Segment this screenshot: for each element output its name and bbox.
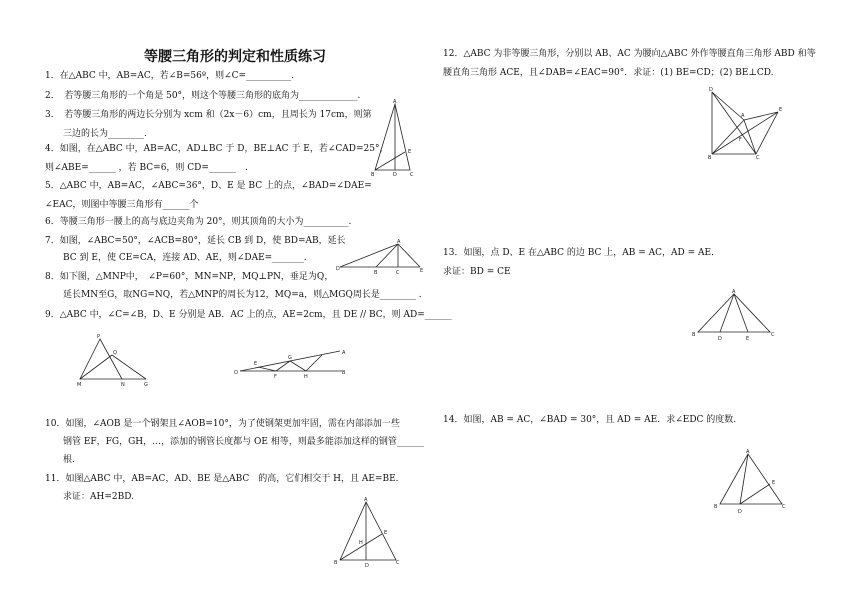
question-10: 10．如图，∠AOB 是一个钢架且∠AOB=10°，为了使钢架更加牢固，需在内部添加一些 钢管 EF，FG，GH，…，添加的钢管长度都与 OE 相等，则最多能添加这样的钢管______ 根. bbox=[45, 419, 424, 465]
label-N: N bbox=[121, 382, 125, 388]
label-H: H bbox=[359, 540, 363, 546]
label-B: B bbox=[714, 504, 718, 510]
figure-q4 bbox=[370, 100, 420, 180]
label-A: A bbox=[342, 350, 346, 356]
question-7: 7．如图，∠ABC=50°，∠ACB=80°，延长 CB 到 D，使 BD=AB，延长 BC 到 E，使 CE=CA，连接 AD、AE，则∠DAE=_______. bbox=[45, 236, 346, 263]
figure-q14 bbox=[712, 446, 792, 518]
question-4: 4．如图，在△ABC 中，AB=AC，AD⊥BC 于 D，BE⊥AC 于 E，若∠CAD=25°， 则∠ABE=______ ，若 BC=6，则 CD=______ . bbox=[45, 144, 389, 173]
question-12: 12．△ABC 为非等腰三角形，分别以 AB、AC 为腰向△ABC 外作等腰直角三角形 ABD 和等 腰直角三角形 ACE，且∠DAB=∠EAC=90°．求证：(1) BE=CD；(2) BE⊥CD. bbox=[443, 49, 816, 78]
label-A: A bbox=[393, 99, 397, 105]
question-8: 8．如下图，△MNP中， ∠P=60°，MN=NP，MQ⊥PN，垂足为Q， 延长MN至G，取NG=NQ，若△MNP的周长为12，MQ=a，则△MGQ周长是________ . bbox=[45, 272, 422, 300]
figure-q8 bbox=[74, 333, 156, 388]
label-D: D bbox=[365, 563, 369, 569]
label-B: B bbox=[692, 332, 696, 338]
label-C: C bbox=[782, 504, 786, 510]
label-G: G bbox=[144, 382, 148, 388]
label-B: B bbox=[371, 172, 375, 178]
label-D: D bbox=[336, 266, 340, 272]
label-A: A bbox=[746, 449, 750, 455]
label-E: E bbox=[254, 361, 258, 367]
label-F: F bbox=[274, 374, 277, 380]
label-E: E bbox=[408, 149, 412, 155]
label-A: A bbox=[732, 289, 736, 295]
question-6: 6．等腰三角形一腰上的高与底边夹角为 20°，则其顶角的大小为__________. bbox=[45, 217, 352, 227]
figure-q12 bbox=[706, 86, 786, 162]
question-11: 11．如图△ABC 中，AB=AC，AD、BE 是△ABC 的高，它们相交于 H，且 AE=BE. 求证：AH=2BD. bbox=[45, 474, 399, 502]
figure-q7 bbox=[336, 238, 426, 278]
question-3: 3． 若等腰三角形的两边长分别为 xcm 和（2x－6）cm，且周长为 17cm，则第 三边的长为________. bbox=[45, 110, 372, 139]
label-C: C bbox=[771, 332, 775, 338]
label-H: H bbox=[304, 374, 308, 380]
label-B: B bbox=[342, 370, 346, 376]
figure-q10 bbox=[232, 345, 352, 380]
label-B: B bbox=[334, 560, 338, 566]
label-G: G bbox=[288, 355, 292, 361]
label-E: E bbox=[384, 530, 388, 536]
label-E: E bbox=[420, 268, 424, 274]
label-D: D bbox=[738, 509, 742, 515]
question-14: 14．如图，AB = AC，∠BAD = 30°，且 AD = AE．求∠EDC 的度数. bbox=[443, 415, 737, 425]
label-E: E bbox=[746, 336, 750, 342]
question-9: 9．△ABC 中，∠C=∠B，D、E 分别是 AB．AC 上的点，AE=2cm，且 DE // BC，则 AD=______ bbox=[45, 310, 452, 320]
label-B: B bbox=[708, 155, 712, 161]
question-13: 13．如图，点 D、E 在△ABC 的边 BC 上，AB = AC，AD = AE． 求证：BD = CE bbox=[443, 248, 721, 277]
label-C: C bbox=[756, 155, 760, 161]
question-5: 5．△ABC 中，AB=AC，∠ABC=36°，D、E 是 BC 上的点，∠BAD=∠DAE= ∠EAC，则图中等腰三角形有______个 bbox=[45, 181, 372, 210]
label-D: D bbox=[709, 87, 713, 93]
page-title: 等腰三角形的判定和性质练习 bbox=[144, 49, 326, 65]
label-B: B bbox=[374, 270, 378, 276]
label-D: D bbox=[718, 336, 722, 342]
label-A: A bbox=[741, 113, 745, 119]
question-1: 1．在△ABC 中，AB=AC，若∠B=56º，则∠C=__________. bbox=[45, 71, 294, 81]
figure-q11 bbox=[330, 496, 410, 572]
label-C: C bbox=[396, 270, 400, 276]
label-Q: Q bbox=[113, 350, 117, 356]
label-E: E bbox=[772, 480, 776, 486]
label-A: A bbox=[397, 239, 401, 245]
label-A: A bbox=[364, 497, 368, 503]
label-C: C bbox=[410, 172, 414, 178]
label-P: P bbox=[97, 334, 101, 340]
label-F: F bbox=[739, 137, 742, 143]
figure-q13 bbox=[690, 286, 780, 346]
label-E: E bbox=[779, 107, 783, 113]
label-M: M bbox=[77, 382, 82, 388]
label-C: C bbox=[396, 560, 400, 566]
label-D: D bbox=[393, 172, 397, 178]
label-O: O bbox=[234, 370, 238, 376]
question-2: 2． 若等腰三角形的一个角是 50°，则这个等腰三角形的底角为_____________. bbox=[45, 91, 361, 101]
